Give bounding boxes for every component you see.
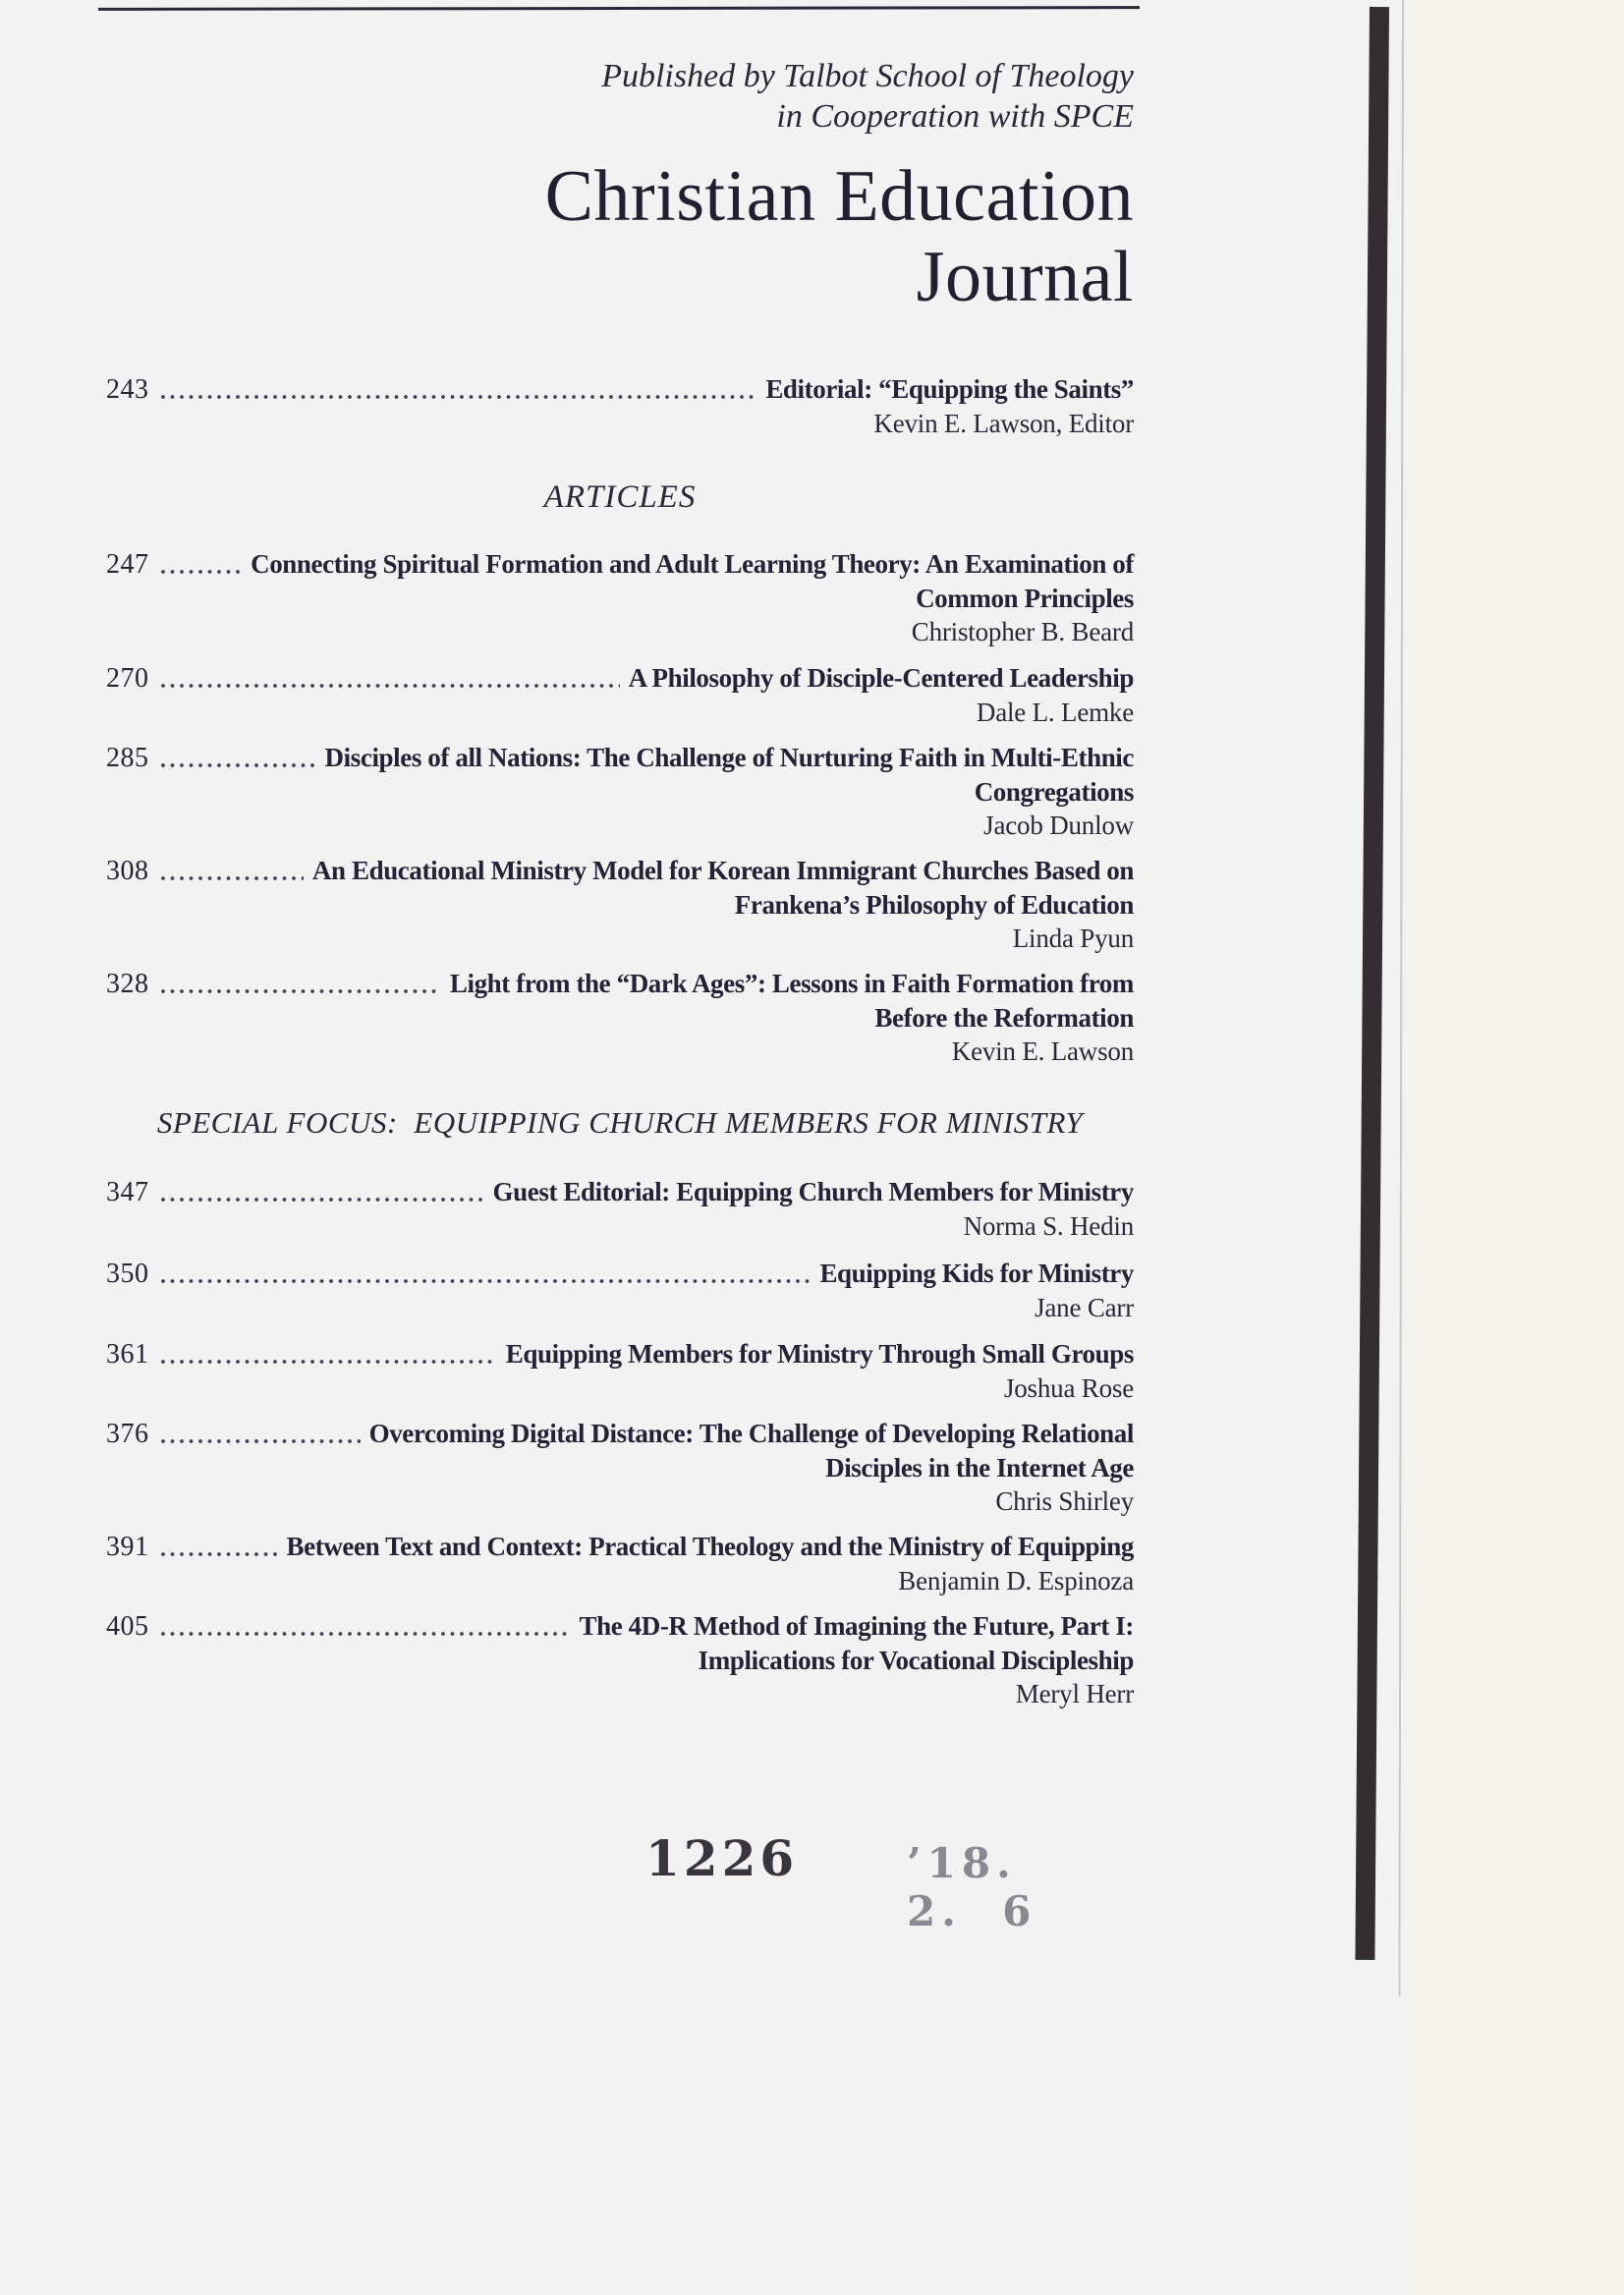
entry-author: Kevin E. Lawson, Editor (873, 409, 1134, 438)
dot-leader (159, 1257, 812, 1291)
entry-title: Light from the “Dark Ages”: Lessons in Faith Formation from (449, 969, 1134, 998)
toc-entry (106, 1257, 1134, 1324)
stamp-date: ’18. 2. 6 (907, 1839, 1037, 1935)
page-number: 376 (106, 1419, 149, 1449)
page-number: 247 (106, 549, 149, 580)
dot-leader (159, 1417, 361, 1451)
dot-leader (159, 1337, 497, 1371)
black-binder-bar (1355, 7, 1389, 1960)
toc-entry-editorial (106, 372, 1134, 440)
journal-title-line-1: Christian Education (544, 156, 1134, 237)
entry-title-continuation: Implications for Vocational Discipleship (698, 1646, 1134, 1675)
toc-entry (106, 661, 1134, 729)
dot-leader (159, 1175, 484, 1209)
dot-leader (159, 967, 441, 1001)
entry-author: Linda Pyun (1012, 924, 1134, 953)
section-heading-special-focus: SPECIAL FOCUS: EQUIPPING CHURCH MEMBERS FOR MINISTRY (156, 1105, 1084, 1140)
entry-title-continuation: Common Principles (916, 584, 1134, 613)
page-number: 391 (106, 1532, 149, 1562)
publisher-line-2: in Cooperation with SPCE (776, 98, 1134, 135)
entry-author: Norma S. Hedin (963, 1211, 1134, 1241)
section-heading-articles: ARTICLES (543, 479, 697, 515)
toc-entry (106, 1337, 1134, 1405)
page-number: 347 (106, 1177, 149, 1207)
entry-author: Joshua Rose (1003, 1373, 1134, 1403)
page-number: 350 (106, 1259, 149, 1289)
dot-leader (159, 547, 243, 582)
entry-title: Equipping Kids for Ministry (819, 1259, 1134, 1288)
dot-leader (159, 741, 316, 775)
entry-author: Benjamin D. Espinoza (898, 1566, 1134, 1595)
entry-author: Jane Carr (1035, 1293, 1134, 1322)
entry-title: Editorial: “Equipping the Saints” (765, 374, 1134, 404)
toc-entry (106, 967, 1134, 1068)
scanner-background-strip (1407, 0, 1624, 2295)
toc-entry (106, 854, 1134, 955)
page-number: 405 (106, 1611, 149, 1642)
publisher-lines (106, 56, 1134, 137)
entry-author: Meryl Herr (1015, 1679, 1134, 1708)
journal-title-line-2: Journal (916, 237, 1134, 317)
page-number: 308 (106, 856, 149, 886)
entry-title: Equipping Members for Ministry Through Small Groups (505, 1339, 1134, 1369)
page-number: 361 (106, 1339, 149, 1370)
entry-author: Dale L. Lemke (976, 698, 1134, 727)
entry-title-continuation: Before the Reformation (874, 1003, 1134, 1033)
publisher-line-1: Published by Talbot School of Theology (601, 58, 1134, 94)
toc-entry (106, 741, 1134, 842)
entry-title: Overcoming Digital Distance: The Challenge of Developing Relational (368, 1419, 1134, 1448)
toc-entry (106, 547, 1134, 648)
page-number: 243 (106, 374, 149, 405)
toc-entry (106, 1609, 1134, 1710)
dot-leader (159, 372, 757, 407)
toc-entry (106, 1530, 1134, 1597)
entry-author: Kevin E. Lawson (951, 1036, 1134, 1066)
journal-title (106, 156, 1134, 317)
entry-title: The 4D-R Method of Imagining the Future, Part I: (579, 1611, 1134, 1641)
page-number: 285 (106, 743, 149, 773)
page-number: 328 (106, 969, 149, 999)
dot-leader (159, 854, 304, 888)
entry-title-continuation: Disciples in the Internet Age (825, 1453, 1134, 1483)
entry-title-continuation: Congregations (974, 777, 1134, 807)
entry-title: An Educational Ministry Model for Korean Immigrant Churches Based on (311, 856, 1134, 885)
entry-title: A Philosophy of Disciple-Centered Leadership (628, 663, 1134, 693)
entry-title: Between Text and Context: Practical Theology and the Ministry of Equipping (286, 1532, 1134, 1561)
entry-author: Christopher B. Beard (911, 617, 1134, 646)
page-number: 270 (106, 663, 149, 694)
entry-title: Guest Editorial: Equipping Church Members for Ministry (492, 1177, 1134, 1206)
page-content (106, 0, 1134, 1935)
entry-title: Connecting Spiritual Formation and Adult Learning Theory: An Examination of (251, 549, 1134, 579)
toc-entry (106, 1175, 1134, 1243)
entry-title-continuation: Frankena’s Philosophy of Education (734, 890, 1134, 920)
toc-entry (106, 1417, 1134, 1518)
entry-title: Disciples of all Nations: The Challenge of Nurturing Faith in Multi-Ethnic (324, 743, 1134, 772)
entry-author: Chris Shirley (995, 1486, 1134, 1516)
stamp-accession-number: 1226 (645, 1829, 799, 1887)
dot-leader (159, 1609, 571, 1644)
dot-leader (159, 1530, 278, 1564)
page-edge-line (1398, 0, 1404, 1996)
dot-leader (159, 661, 620, 696)
entry-author: Jacob Dunlow (983, 811, 1134, 840)
